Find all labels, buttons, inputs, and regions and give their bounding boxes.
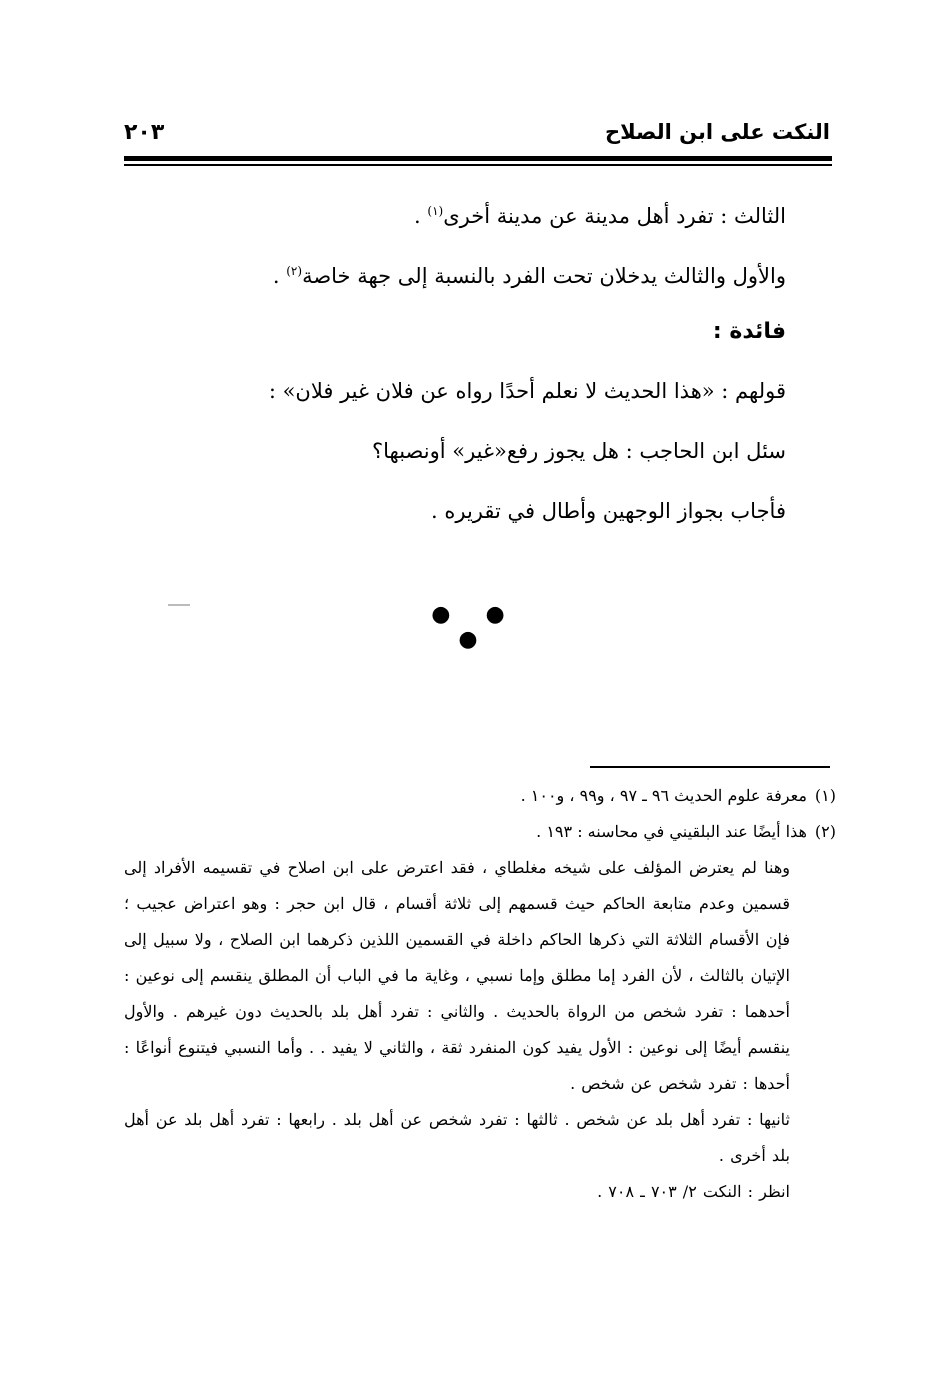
page-number: ٢٠٣ <box>124 120 165 145</box>
line-1-end: . <box>414 204 428 228</box>
text-line-6: فأجاب بجواز الوجهين وأطال في تقريره . <box>431 499 786 523</box>
header-rule-thick <box>124 156 832 161</box>
footnote-2-paragraph-1: وهنا لم يعترض المؤلف على شيخه مغلطاي ، فقد اعترض على ابن اصلاح في تقسيمه الأفراد إلى قسمين وعدم متابعة الحاكم حيث قسمهم إلى ثلاثة أقسام ، قال ابن حجر : وهو اعتراض عجيب ؛ فإن الأقسام الثلاثة التي ذكرها الحاكم داخلة في القسمين اللذين ذكرهما ابن الصلاح ، ولا سبيل إلى الإتيان بالثالث ، لأن الفرد إما مطلق وإما نسبي ، وغاية ما في الباب أن المطلق ينقسم إلى نوعين : أحدهما : تفرد شخص من الرواة بالحديث . والثاني : تفرد أهل بلد بالحديث دون غيرهم . والأول ينقسم أيضًا إلى نوعين : الأول يفيد كون المنفرد ثقة ، والثاني لا يفيد . . وأما النسبي فيتنوع أنواعًا : أحدها : تفرد شخص عن شخص . <box>124 858 790 1093</box>
text-line-2: والأول والثالث يدخلان تحت الفرد بالنسبة إلى جهة خاصة <box>302 264 786 288</box>
footnote-2-reference: انظر : النكت ٢/ ٧٠٣ ـ ٧٠٨ . <box>597 1182 790 1201</box>
footnote-1 <box>124 778 836 814</box>
header-rule-thin <box>124 164 832 166</box>
text-line-third-type <box>226 186 786 246</box>
footnote-ref-1[interactable]: (١) <box>427 204 444 218</box>
footnote-ref-2[interactable]: (٢) <box>286 264 303 278</box>
footnotes <box>124 778 836 1210</box>
scan-speck <box>168 604 190 606</box>
text-line-5: سئل ابن الحاجب : هل يجوز رفع«غير» أونصبها؟ <box>371 439 786 463</box>
main-text <box>226 186 786 546</box>
footnote-rule <box>590 766 830 768</box>
footnote-2 <box>124 814 836 850</box>
section-separator: ● ● ● <box>431 602 519 652</box>
section-heading-row <box>226 306 786 366</box>
page-header <box>124 116 830 156</box>
footnote-1-text: معرفة علوم الحديث ٩٦ ـ ٩٧ ، و٩٩ ، و١٠٠ . <box>520 786 807 805</box>
text-line-1: الثالث : تفرد أهل مدينة عن مدينة أخرى <box>443 204 786 228</box>
line-2-end: . <box>272 264 287 288</box>
text-line-first-third <box>226 246 786 306</box>
footnote-2-text: هذا أيضًا عند البلقيني في محاسنه : ١٩٣ . <box>536 822 807 841</box>
running-title: النكت على ابن الصلاح <box>604 120 830 144</box>
text-line-4: قولهم : «هذا الحديث لا نعلم أحدًا رواه عن فلان غير فلان» : <box>268 379 786 403</box>
section-heading: فائدة : <box>712 319 786 344</box>
footnote-2-paragraph-2: ثانيها : تفرد أهل بلد عن شخص . ثالثها : تفرد شخص عن أهل بلد . رابعها : تفرد أهل بلد عن أهل بلد أخرى . <box>124 1110 790 1165</box>
footnote-2-number: (٢) <box>814 822 836 841</box>
footnote-1-number: (١) <box>814 786 836 805</box>
